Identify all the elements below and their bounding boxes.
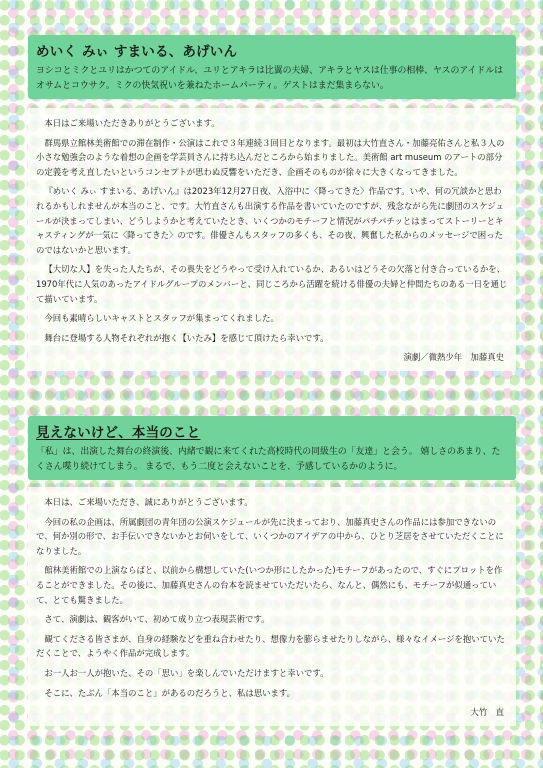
section1-paragraph: 群馬県立館林美術館での滞在制作・公演はこれで３年連続３回目となります。最初は大竹直さん・加藤亮佑さんと私３人の小さな勉強会のような着想の企画を学芸員さんに持ち込んだところから始まりました。美術館 art museum のアートの部分の定義を考え直したいというコンセプトが思わぬ反響をいただき、企画そのものが徐々に大きくなってきました。 — [36, 137, 505, 177]
section2-paragraph: 今回の私の企画は、所属劇団の青年団の公演スケジュールが先に決まっており、加藤真史さんの作品には参加できないので、何か別の形で、お手伝いできないかとお伺いをして、いくつかのアイデアの中から、ひとり芝居をさせていただくことになりました。 — [36, 516, 504, 556]
section1-paragraph: 【大切な人】を失った人たちが、その喪失をどうやって受け入れているか、あるいはどうその欠落と付き合っているかを、1970年代に人気のあったアイドルグループのメンバーと、同じころから活躍を続ける俳優の夫婦と仲間たちのある一日を通じて描いています。 — [36, 264, 508, 304]
section2-paragraph: 本日は、ご来場いただき、誠にありがとうございます。 — [44, 497, 253, 507]
section2-paragraph: そこに、たぶん「本当のこと」があるのだろうと、私は思います。 — [44, 687, 295, 698]
section2-signature: 大竹 直 — [470, 707, 504, 718]
section1-paragraph: 今回も素晴らしいキャストとスタッフが集まってくれました。 — [44, 313, 279, 324]
section1-paragraph: 本日はご来場いただきありがとうございます。 — [44, 118, 220, 128]
section1-paragraph: 舞台に登場する人物それぞれが抱く【いたみ】を感じて頂けたら幸いです。 — [44, 332, 329, 343]
section2-body — [28, 487, 516, 726]
section1-title: めいく みぃ すまいる、あげいん — [36, 44, 238, 60]
section2-paragraph: 館林美術館での上演ならばと、以前から構想していた(いつか形にしたかった)モチーフがあったので、すぐにプロットを作ることができました。その後に、加藤真史さんの台本を読ませていただいたら、なんと、偶然にも、モチーフが似通っていて、とても驚きました。 — [36, 565, 503, 605]
section2-banner — [28, 416, 516, 480]
section1-body — [28, 108, 516, 371]
section1-paragraph: 『めいく みぃ すまいる、あげいん』は2023年12月27日夜、入浴中に〈降ってきた〉作品です。いや、何の冗談かと思われるかもしれませんが本当のこと、です。大竹直さんも出演する作品を書いていたのですが、残念ながら先に劇団のスケジュールが決まってしまい、どうしようかと考えていたとき、いくつかのモチーフと情況がパチパチッとはまってストーリーとキャスティングが一気に〈降ってきた〉のです。俳優さんもスタッフの多くも、その夜、興奮した私からのメッセージで困ったのではないかと思います。 — [36, 186, 504, 255]
section2-title: 見えないけど、本当のこと — [36, 425, 201, 441]
section2-paragraph: お一人お一人が抱いた、その「思い」を楽しんでいただけますと幸いです。 — [44, 667, 329, 678]
section2-paragraph: さて、演劇は、観客がいて、初めて成り立つ表現芸術です。 — [44, 614, 270, 625]
section1-banner — [28, 35, 516, 99]
section1-summary: ヨシコとミクとユリはかつてのアイドル、ユリとアキラは比翼の夫婦、アキラとヤスは仕事の相棒、ヤスのアイドルはオサムとコウサク。ミクの快気祝いを兼ねたホームパーティ。ゲストはまだ集まらない。 — [36, 66, 503, 91]
section2-summary: 「私」は、出演した舞台の終演後、内緒で観に来てくれた高校時代の同級生の「友達」と会う。 嬉しさのあまり、たくさん喋り続けてしまう。 まるで、もう二度と会えないことを、予感しているかのように。 — [36, 447, 501, 472]
section2-paragraph: 観てくださる皆さまが、自身の経験などを重ね合わせたり、想像力を膨らませたりしながら、様々なイメージを抱いていただくことで、ようやく作品が完成します。 — [36, 633, 505, 659]
section1-signature: 演劇／微熱少年 加藤真史 — [403, 352, 504, 363]
